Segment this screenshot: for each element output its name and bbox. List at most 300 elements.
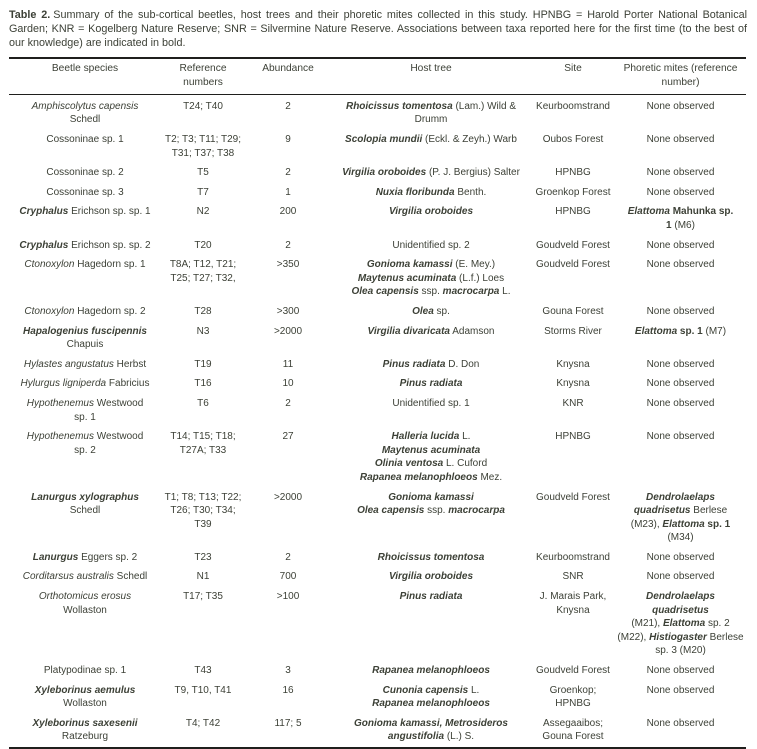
text-segment: HPNBG [555, 431, 591, 443]
text-segment: Knysna [556, 358, 590, 370]
text-segment: Hypothenemus [26, 431, 94, 443]
cell-site [531, 587, 615, 661]
text-segment: T2; T3; T11; T29; [165, 134, 241, 146]
text-segment: Erichson sp. sp. 1 [68, 206, 151, 218]
text-segment: Xyleborinus saxesenii [32, 717, 138, 729]
text-segment: T6 [197, 397, 209, 409]
text-segment: Eggers sp. 2 [78, 551, 138, 563]
text-segment: Xyleborinus aemulus [34, 684, 136, 696]
cell-mites [615, 183, 746, 203]
text-segment: Lanurgus xylographus [31, 491, 139, 503]
cell-host [331, 714, 531, 748]
cell-beetle [9, 488, 161, 548]
text-segment: Rhoicissus tomentosa [377, 551, 485, 563]
cell-abundance [245, 394, 331, 427]
text-segment: T14; T15; T18; [170, 431, 236, 443]
cell-mites [615, 427, 746, 487]
cell-beetle [9, 322, 161, 355]
cell-reference [161, 548, 245, 568]
text-segment: L. Cuford [443, 458, 488, 470]
column-header-reference: Reference numbers [161, 58, 245, 94]
table-row [9, 202, 746, 235]
table-caption-label: Table 2. [9, 9, 51, 21]
text-segment: T23 [194, 551, 212, 563]
cell-site [531, 374, 615, 394]
cell-host [331, 163, 531, 183]
text-segment: Gonioma kamassi, Metrosideros [354, 717, 508, 729]
cell-beetle [9, 255, 161, 302]
cell-mites [615, 661, 746, 681]
cell-mites [615, 714, 746, 748]
text-segment: Rapanea melanophloeos [372, 698, 490, 710]
text-segment: Dendrolaelaps [646, 491, 715, 503]
cell-reference [161, 427, 245, 487]
text-segment: None observed [646, 100, 715, 112]
cell-reference [161, 355, 245, 375]
text-segment: (M34) [667, 532, 694, 544]
text-segment: (M6) [671, 220, 695, 231]
text-segment: (P. J. Bergius) Salter [426, 167, 520, 179]
text-segment: 2 [285, 397, 291, 409]
cell-site [531, 567, 615, 587]
text-segment: T26; T30; T34; [170, 505, 236, 517]
cell-host [331, 94, 531, 130]
table-row [9, 163, 746, 183]
text-segment: Ratzeburg [61, 731, 109, 743]
text-segment: T24; T40 [183, 100, 223, 112]
text-segment: T43 [194, 665, 212, 677]
text-segment: Cossoninae sp. 3 [46, 186, 124, 198]
text-segment: >2000 [273, 491, 303, 503]
text-segment: sp. [433, 305, 450, 317]
text-segment: Pinus radiata [399, 378, 463, 390]
text-segment: 9 [285, 134, 291, 146]
text-segment: T19 [194, 358, 212, 370]
text-segment: Cryphalus [19, 206, 69, 218]
text-segment: T31; T37; T38 [171, 147, 235, 159]
text-segment: Elattoma [662, 518, 705, 530]
text-segment: Orthotomicus erosus [38, 591, 132, 603]
text-segment: 27 [282, 431, 294, 443]
text-segment: T7 [197, 186, 209, 198]
cell-abundance [245, 163, 331, 183]
text-segment: None observed [646, 134, 715, 146]
text-segment: Wollaston [63, 604, 107, 616]
text-segment: 2 [285, 551, 291, 563]
cell-site [531, 94, 615, 130]
text-segment: SNR [562, 571, 584, 583]
text-segment: Halleria lucida [391, 431, 460, 443]
text-segment: Pinus radiata [382, 358, 446, 370]
table-row [9, 548, 746, 568]
column-header-mites: Phoretic mites (reference number) [615, 58, 746, 94]
text-segment: (L.) S. [444, 731, 475, 743]
cell-mites [615, 163, 746, 183]
cell-mites [615, 202, 746, 235]
text-segment: sp. 1 [704, 518, 731, 530]
text-segment: 200 [279, 206, 297, 218]
text-segment: Hylastes angustatus [23, 358, 114, 370]
cell-abundance [245, 714, 331, 748]
text-segment: KNR [562, 397, 584, 409]
cell-beetle [9, 202, 161, 235]
text-segment: Hylurgus ligniperda [20, 378, 107, 390]
cell-host [331, 355, 531, 375]
text-segment: sp. 3 (M20) [655, 645, 706, 657]
text-segment: Unidentified sp. 2 [392, 239, 470, 251]
cell-host [331, 394, 531, 427]
cell-site [531, 130, 615, 163]
text-segment: Rapanea melanophloeos [372, 665, 490, 677]
cell-beetle [9, 427, 161, 487]
text-segment: None observed [646, 167, 715, 179]
text-segment: T4; T42 [185, 717, 221, 729]
cell-beetle [9, 587, 161, 661]
text-segment: macrocarpa [448, 505, 505, 517]
cell-reference [161, 488, 245, 548]
column-header-beetle: Beetle species [9, 58, 161, 94]
cell-site [531, 394, 615, 427]
text-segment: L. [499, 286, 511, 298]
table-row [9, 567, 746, 587]
text-segment: 16 [282, 684, 294, 696]
text-segment: Adamson [449, 325, 495, 337]
text-segment: Schedl [69, 505, 101, 517]
cell-site [531, 302, 615, 322]
text-segment: Benth. [454, 186, 487, 198]
text-segment: Erichson sp. sp. 2 [68, 239, 151, 251]
column-header-abundance: Abundance [245, 58, 331, 94]
cell-reference [161, 255, 245, 302]
table-caption-text: Summary of the sub-cortical beetles, host trees and their phoretic mites collected in this study. HPNBG = Harold Porter National Botanical Garden; KNR = Kogelberg Nature Reserve; SNR = Silvermine Nature Reserve. Associations between taxa reported here for the first time (to the best of our knowledge) are indicated in bold. [9, 9, 747, 50]
text-segment: Fabricius [106, 378, 150, 390]
text-segment: (L.f.) Loes [456, 272, 505, 284]
cell-host [331, 567, 531, 587]
text-segment: Knysna [556, 604, 590, 616]
text-segment: >300 [276, 305, 300, 317]
text-segment: Elattoma [662, 618, 706, 630]
text-segment: Gouna Forest [542, 731, 604, 743]
table-row [9, 587, 746, 661]
text-segment: Westwood [93, 431, 144, 443]
text-segment: 2 [285, 167, 291, 179]
text-segment: Berlese [706, 631, 744, 643]
cell-reference [161, 236, 245, 256]
table-row [9, 714, 746, 748]
text-segment: L. [468, 684, 480, 696]
text-segment: Olea capensis [351, 286, 419, 298]
text-segment: sp. 1 [74, 411, 96, 423]
text-segment: Wollaston [63, 698, 107, 710]
cell-beetle [9, 661, 161, 681]
table-row [9, 488, 746, 548]
table-row [9, 302, 746, 322]
cell-host [331, 202, 531, 235]
text-segment: Cossoninae sp. 2 [46, 167, 124, 179]
text-segment: Rapanea melanophloeos [359, 471, 478, 483]
text-segment: Ctonoxylon [24, 305, 75, 317]
text-segment: 2 [285, 100, 291, 112]
cell-reference [161, 714, 245, 748]
text-segment: J. Marais Park, [539, 591, 607, 603]
table-body [9, 94, 746, 748]
cell-abundance [245, 94, 331, 130]
text-segment: None observed [646, 358, 715, 370]
text-segment: HPNBG [555, 206, 591, 218]
text-segment: 1 [285, 186, 291, 198]
text-segment: Chapuis [66, 339, 104, 351]
cell-mites [615, 548, 746, 568]
cell-beetle [9, 183, 161, 203]
cell-host [331, 322, 531, 355]
cell-reference [161, 681, 245, 714]
text-segment: Pinus radiata [399, 591, 463, 603]
cell-host [331, 681, 531, 714]
text-segment: Goudveld Forest [536, 491, 610, 503]
cell-reference [161, 302, 245, 322]
cell-host [331, 183, 531, 203]
cell-site [531, 322, 615, 355]
text-segment: 11 [282, 358, 294, 370]
text-segment: T16 [194, 378, 212, 390]
table-row [9, 322, 746, 355]
table-row [9, 661, 746, 681]
text-segment: Groenkop Forest [535, 186, 611, 198]
text-segment: None observed [646, 665, 715, 677]
text-segment: Gouna Forest [542, 305, 604, 317]
cell-reference [161, 374, 245, 394]
text-segment: Groenkop; [549, 684, 597, 696]
cell-host [331, 374, 531, 394]
text-segment: 3 [285, 665, 291, 677]
text-segment: Virgilia oroboides [342, 167, 427, 179]
text-segment: Goudveld Forest [536, 259, 610, 271]
text-segment: 700 [279, 571, 297, 583]
cell-site [531, 163, 615, 183]
text-segment: T27A; T33 [179, 444, 227, 456]
cell-beetle [9, 567, 161, 587]
cell-site [531, 681, 615, 714]
text-segment: None observed [646, 571, 715, 583]
cell-abundance [245, 681, 331, 714]
column-header-site: Site [531, 58, 615, 94]
cell-reference [161, 130, 245, 163]
cell-reference [161, 94, 245, 130]
text-segment: Goudveld Forest [536, 665, 610, 677]
cell-reference [161, 202, 245, 235]
text-segment: T20 [194, 239, 212, 251]
text-segment: Keurboomstrand [536, 100, 610, 112]
table-row [9, 427, 746, 487]
cell-abundance [245, 374, 331, 394]
cell-mites [615, 130, 746, 163]
cell-mites [615, 94, 746, 130]
cell-site [531, 236, 615, 256]
text-segment: None observed [646, 684, 715, 696]
text-segment: Goudveld Forest [536, 239, 610, 251]
text-segment: None observed [646, 305, 715, 317]
cell-host [331, 548, 531, 568]
cell-host [331, 255, 531, 302]
cell-mites [615, 394, 746, 427]
text-segment: Oubos Forest [542, 134, 604, 146]
text-segment: Amphiscolytus capensis [31, 100, 139, 112]
text-segment: Schedl [113, 571, 148, 583]
cell-abundance [245, 355, 331, 375]
text-segment: Drumm [414, 114, 448, 126]
table-caption [9, 8, 747, 50]
text-segment: ssp. [418, 286, 443, 298]
cell-site [531, 355, 615, 375]
cell-beetle [9, 714, 161, 748]
text-segment: Mahunka sp. [669, 206, 734, 218]
text-segment: Westwood [93, 397, 144, 409]
cell-mites [615, 488, 746, 548]
text-segment: Ctonoxylon [24, 259, 75, 271]
cell-host [331, 427, 531, 487]
text-segment: ssp. [424, 505, 449, 517]
text-segment: >2000 [273, 325, 303, 337]
text-segment: Cunonia capensis [382, 684, 469, 696]
cell-site [531, 661, 615, 681]
cell-abundance [245, 302, 331, 322]
text-segment: HPNBG [555, 698, 591, 710]
text-segment: T17; T35 [183, 591, 223, 603]
cell-host [331, 488, 531, 548]
text-segment: None observed [646, 397, 715, 409]
cell-abundance [245, 587, 331, 661]
cell-abundance [245, 488, 331, 548]
text-segment: 1 [666, 220, 672, 231]
text-segment: Elattoma [627, 206, 670, 218]
text-segment: Maytenus acuminata [381, 444, 481, 456]
text-segment: HPNBG [555, 167, 591, 179]
cell-host [331, 302, 531, 322]
cell-mites [615, 236, 746, 256]
cell-abundance [245, 130, 331, 163]
cell-abundance [245, 427, 331, 487]
text-segment: (M21), [631, 618, 663, 630]
text-segment: Hagedorn sp. 2 [74, 305, 146, 317]
text-segment: Assegaaibos; [542, 717, 604, 729]
text-segment: N3 [196, 325, 210, 337]
cell-reference [161, 661, 245, 681]
cell-beetle [9, 302, 161, 322]
text-segment: >350 [276, 259, 300, 271]
text-segment: macrocarpa [442, 286, 500, 298]
text-segment: Gonioma kamassi [366, 259, 453, 271]
text-segment: None observed [646, 551, 715, 563]
text-segment: Herbst [113, 358, 147, 370]
table-header-row [9, 58, 746, 94]
cell-reference [161, 322, 245, 355]
text-segment: (M7) [702, 325, 727, 337]
text-segment: T5 [197, 167, 209, 179]
cell-site [531, 202, 615, 235]
table-row [9, 94, 746, 130]
cell-beetle [9, 394, 161, 427]
table-row [9, 355, 746, 375]
text-segment: None observed [646, 186, 715, 198]
text-segment: None observed [646, 717, 715, 729]
text-segment: Dendrolaelaps quadrisetus [646, 591, 715, 616]
text-segment: Knysna [556, 378, 590, 390]
column-header-host: Host tree [331, 58, 531, 94]
text-segment: angustifolia [387, 731, 445, 743]
text-segment: Keurboomstrand [536, 551, 610, 563]
text-segment: Berlese [690, 505, 728, 517]
cell-site [531, 714, 615, 748]
text-segment: T9, T10, T41 [174, 684, 232, 696]
text-segment: >100 [276, 591, 300, 603]
text-segment: L. [459, 431, 471, 443]
table-row [9, 374, 746, 394]
text-segment: Olinia ventosa [374, 458, 444, 470]
text-segment: T1; T8; T13; T22; [164, 491, 242, 503]
table-header [9, 58, 746, 94]
text-segment: Olea [412, 305, 434, 317]
text-segment: Maytenus acuminata [357, 272, 457, 284]
text-segment: 117; 5 [274, 717, 302, 729]
text-segment: D. Don [445, 358, 480, 370]
cell-beetle [9, 163, 161, 183]
text-segment: None observed [646, 259, 715, 271]
text-segment: Virgilia oroboides [388, 571, 474, 583]
table-row [9, 236, 746, 256]
cell-mites [615, 681, 746, 714]
text-segment: Histiogaster [649, 631, 707, 643]
cell-abundance [245, 236, 331, 256]
text-segment: T28 [194, 305, 212, 317]
text-segment: T8A; T12, T21; [169, 259, 237, 271]
text-segment: Scolopia mundii [345, 134, 423, 146]
text-segment: Lanurgus [32, 551, 79, 563]
text-segment: T25; T27; T32, [170, 272, 236, 284]
cell-site [531, 255, 615, 302]
text-segment: sp. 2 [74, 444, 96, 456]
table-row [9, 394, 746, 427]
cell-mites [615, 567, 746, 587]
text-segment: Gonioma kamassi [388, 491, 474, 503]
cell-mites [615, 255, 746, 302]
text-segment: N1 [196, 571, 210, 583]
cell-mites [615, 302, 746, 322]
text-segment: Platypodinae sp. 1 [43, 665, 127, 677]
cell-reference [161, 183, 245, 203]
cell-host [331, 236, 531, 256]
text-segment: Hapalogenius fuscipennis [23, 325, 147, 337]
text-segment: Unidentified sp. 1 [392, 397, 470, 409]
cell-abundance [245, 202, 331, 235]
cell-reference [161, 163, 245, 183]
text-segment: Virgilia oroboides [388, 206, 474, 218]
cell-beetle [9, 94, 161, 130]
text-segment: T39 [194, 518, 212, 530]
cell-host [331, 661, 531, 681]
text-segment: Olea capensis [357, 505, 425, 517]
cell-abundance [245, 255, 331, 302]
text-segment: N2 [196, 206, 210, 218]
cell-abundance [245, 661, 331, 681]
cell-beetle [9, 681, 161, 714]
cell-beetle [9, 355, 161, 375]
text-segment: Storms River [544, 325, 602, 337]
cell-reference [161, 394, 245, 427]
cell-abundance [245, 322, 331, 355]
text-segment: (Eckl. & Zeyh.) Warb [422, 134, 517, 146]
text-segment: Schedl [69, 114, 101, 126]
text-segment: Virgilia divaricata [367, 325, 450, 337]
